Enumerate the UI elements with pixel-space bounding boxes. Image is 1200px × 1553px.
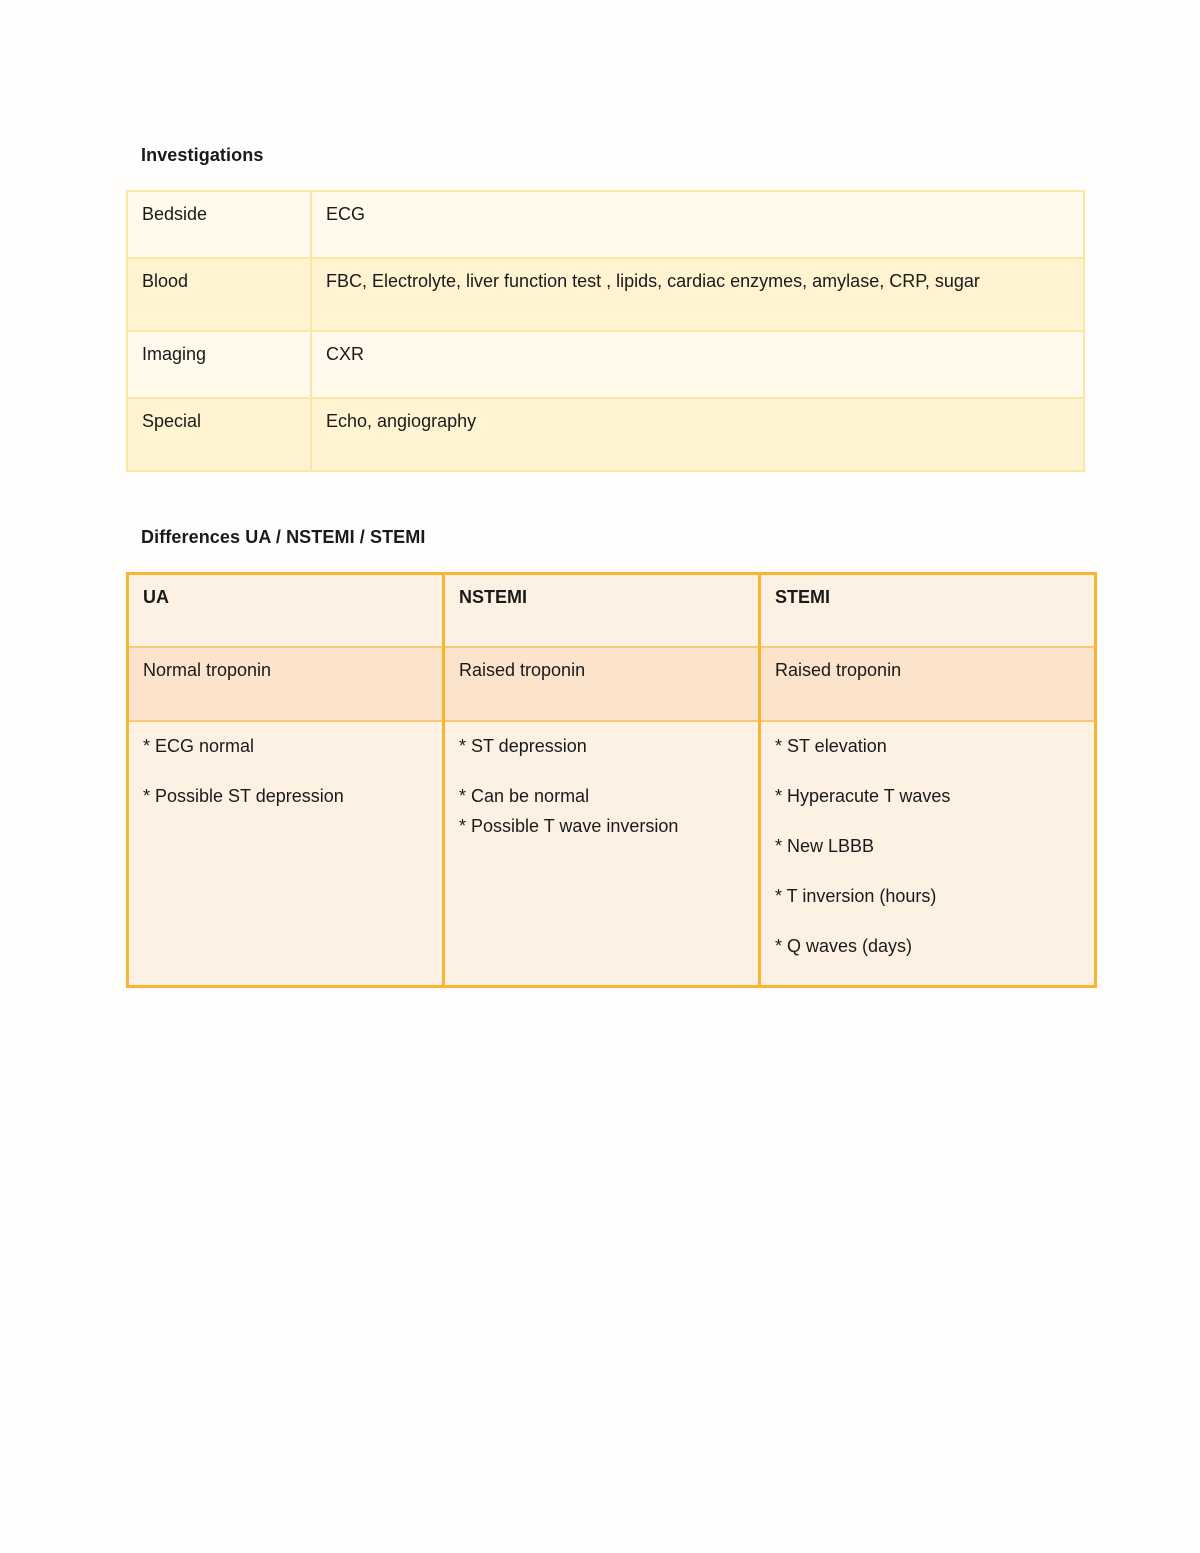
investigations-heading: Investigations xyxy=(141,145,264,165)
differences-heading: Differences UA / NSTEMI / STEMI xyxy=(141,527,426,547)
category-cell-special: Special xyxy=(127,398,311,471)
category-cell-blood: Blood xyxy=(127,258,311,331)
list-item: * Q waves (days) xyxy=(775,935,913,956)
table-row xyxy=(127,191,1084,258)
differences-table xyxy=(126,572,1097,988)
column-header-nstemi: NSTEMI xyxy=(444,574,760,647)
tests-cell-special: Echo, angiography xyxy=(311,398,1084,471)
tests-cell-bedside: ECG xyxy=(311,191,1084,258)
list-item: * Hyperacute T waves xyxy=(775,785,951,806)
list-item: * New LBBB xyxy=(775,835,875,856)
list-item: * Can be normal xyxy=(459,785,590,806)
table-header-row xyxy=(128,574,1096,647)
list-item: * Possible ST depression xyxy=(143,785,344,806)
ecg-cell-stemi xyxy=(760,721,1096,987)
list-item: * ST elevation xyxy=(775,735,887,756)
list-item: * T inversion (hours) xyxy=(775,885,937,906)
list-item: * Possible T wave inversion xyxy=(459,815,679,836)
tests-cell-blood: FBC, Electrolyte, liver function test , lipids, cardiac enzymes, amylase, CRP, sugar xyxy=(311,258,1084,331)
list-item: * ECG normal xyxy=(143,735,255,756)
table-row xyxy=(128,721,1096,987)
investigations-table xyxy=(126,190,1085,472)
column-header-stemi: STEMI xyxy=(760,574,1096,647)
ecg-cell-nstemi xyxy=(444,721,760,987)
category-cell-imaging: Imaging xyxy=(127,331,311,398)
troponin-cell-ua: Normal troponin xyxy=(128,647,444,721)
tests-cell-imaging: CXR xyxy=(311,331,1084,398)
troponin-cell-nstemi: Raised troponin xyxy=(444,647,760,721)
ecg-cell-ua xyxy=(128,721,444,987)
table-row xyxy=(127,331,1084,398)
table-row xyxy=(127,258,1084,331)
list-item: * ST depression xyxy=(459,735,587,756)
category-cell-bedside: Bedside xyxy=(127,191,311,258)
column-header-ua: UA xyxy=(128,574,444,647)
table-row xyxy=(127,398,1084,471)
troponin-cell-stemi: Raised troponin xyxy=(760,647,1096,721)
table-row xyxy=(128,647,1096,721)
